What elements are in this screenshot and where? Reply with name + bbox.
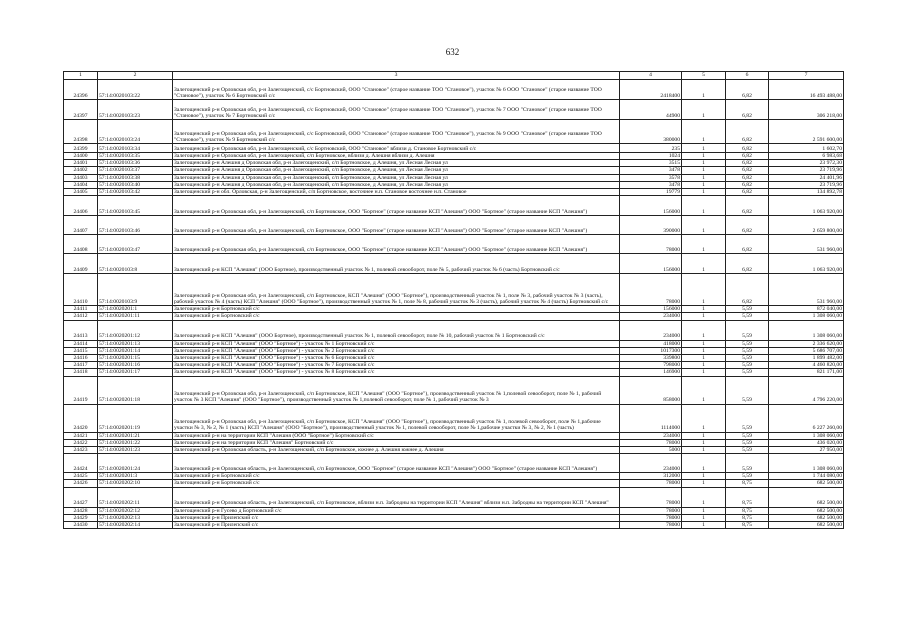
quantity-value: 1 [682,340,726,347]
table-row [64,514,844,521]
row-number: 24418 [64,369,98,376]
area-value: 234000 [620,313,682,320]
table-row [64,362,844,369]
cost-value: 23 719,96 [769,167,844,174]
quantity-value: 1 [682,355,726,362]
rate-value: 6,82 [726,189,769,196]
rate-value: 5,59 [726,376,769,404]
location-description: Залегощенский р-н КСП "Алешня" (ООО Бортное), производственный участок № 1, полевой севооборот, поле № 10, рабочий участок № 1 Бортновский с/с [173,320,620,340]
area-value: 1017300 [620,347,682,354]
row-number: 24415 [64,347,98,354]
quantity-value: 1 [682,454,726,473]
cadastral-number: 57:14:0020201:21 [98,432,173,439]
row-number: 24400 [64,153,98,160]
rate-value: 8,75 [726,514,769,521]
table-row [64,404,844,432]
quantity-value: 1 [682,376,726,404]
rate-value: 8,75 [726,507,769,514]
row-number: 24407 [64,216,98,235]
row-number: 24417 [64,362,98,369]
quantity-value: 1 [682,144,726,153]
cadastral-number: 57:14:0020201:11 [98,313,173,320]
quantity-value: 1 [682,507,726,514]
cost-value: 1 308 060,00 [769,320,844,340]
cost-value: 16 493 488,00 [769,80,844,100]
header-col-5: 5 [682,72,726,80]
location-description: Залегощенский р-н Алешня д Орловская обл, р-н Залегощенский, с/п Бортновское, д Алешня, ул Лесная Лесная ул [173,167,620,174]
rate-value: 6,82 [726,80,769,100]
quantity-value: 1 [682,522,726,529]
table-row [64,439,844,446]
location-description: Залегощенский р-н Алешня д Орловская обл, р-н Залегощенский, с/п Бортновское, д Алешня, ул Лесная Лесная ул [173,174,620,181]
location-description: Залегощенский р-н Орловская область, р-н Залегощенский, с/п Бортновское, южнее д. Алешня южнее д. Алешня [173,447,620,454]
cadastral-number: 57:14:0020201:16 [98,362,173,369]
land-parcel-table [63,71,844,529]
location-description: Залегощенский р-н Прилепский с/с [173,522,620,529]
page-number: 632 [445,47,460,57]
cadastral-number: 57:14:0020201:12 [98,320,173,340]
location-description: Залегощенский р-н КСП "Алешня" (ООО "Бортное") - участок № 8 Бортновский с/с [173,369,620,376]
location-description: Залегощенский р-н Орловская обл, р-н Залегощенский, с/п Бортновское, ООО "Бортное" (старое название КСП "Алешня") ООО "Бортное" (старое название КСП "Алешня") [173,196,620,216]
table-row [64,216,844,235]
area-value: 235 [620,144,682,153]
cost-value: 1 063 920,00 [769,254,844,274]
cadastral-number: 57:14:0020103:45 [98,196,173,216]
cost-value: 682 500,00 [769,487,844,507]
cost-value: 682 500,00 [769,507,844,514]
table-row [64,167,844,174]
location-description: Залегощенский р-н КСП "Алешня" (ООО "Бортное") - участок № 1 Бортновский с/с [173,340,620,347]
table-row [64,100,844,120]
table-row [64,120,844,144]
rate-value: 6,82 [726,274,769,306]
rate-value: 6,82 [726,181,769,188]
cadastral-number: 57:14:0020201:24 [98,454,173,473]
quantity-value: 1 [682,404,726,432]
cost-value: 531 960,00 [769,235,844,254]
quantity-value: 1 [682,216,726,235]
row-number: 24397 [64,100,98,120]
cadastral-number: 57:14:0020103:38 [98,174,173,181]
location-description: Залегощенский р-н Орловская обл, р-н Залегощенский, с/с Бортновский, ООО "Становое" (старое название ТОО "Становое"), участок № 6 ООО "Становое" (старое название ТОО "Становое"), участок № 6 Бортновский с/с [173,80,620,100]
cadastral-number: 57:14:0020201:14 [98,347,173,354]
area-value: 390000 [620,216,682,235]
table-header-row [64,72,844,80]
row-number: 24414 [64,340,98,347]
row-number: 24425 [64,473,98,480]
row-number: 24427 [64,487,98,507]
row-number: 24406 [64,196,98,216]
rate-value: 5,59 [726,454,769,473]
location-description: Залегощенский р-н на территории КСП "Алешня (ООО "Бортное") Бортновский с/с [173,432,620,439]
location-description: Залегощенский р-н Орловская обл, р-н Залегощенский, с/с Бортновский, ООО "Становое" вблизи д. Становое Бортновский с/с [173,144,620,153]
row-number: 24412 [64,313,98,320]
location-description: Залегощенский р-н Прилепский с/с [173,514,620,521]
area-value: 19779 [620,189,682,196]
location-description: Залегощенский р-н Орловская обл, р-н Залегощенский, с/с Бортновский, ООО "Становое" (старое название ТОО "Становое"), участок № 7 ООО "Становое" (старое название ТОО "Становое"), участок № 7 Бортновский с/с [173,100,620,120]
row-number: 24398 [64,120,98,144]
quantity-value: 1 [682,473,726,480]
location-description: Залегощенский р-н КСП "Алешня" (ООО "Бортное") - участок № 6 Бортновский с/с [173,355,620,362]
area-value: 312000 [620,473,682,480]
location-description: Залегощенский р-н Алешня д Орловская обл, р-н Залегощенский, с/п Бортновское, д Алешня, ул Лесная Лесная ул [173,181,620,188]
cadastral-number: 57:14:0020103:40 [98,181,173,188]
cadastral-number: 57:14:0020201:13 [98,340,173,347]
rate-value: 6,82 [726,216,769,235]
area-value: 3478 [620,181,682,188]
cost-value: 2 659 800,00 [769,216,844,235]
cost-value: 1 744 080,00 [769,473,844,480]
cadastral-number: 57:14:0020103:8 [98,254,173,274]
cadastral-number: 57:14:0020103:24 [98,120,173,144]
header-col-1: 1 [64,72,98,80]
cadastral-number: 57:14:0020103:42 [98,189,173,196]
rate-value: 5,59 [726,306,769,313]
rate-value: 5,59 [726,355,769,362]
table-row [64,144,844,153]
row-number: 24410 [64,274,98,306]
table-row [64,432,844,439]
rate-value: 5,59 [726,347,769,354]
row-number: 24416 [64,355,98,362]
cost-value: 24 401,96 [769,174,844,181]
cost-value: 4 460 820,00 [769,362,844,369]
row-number: 24399 [64,144,98,153]
table-row [64,320,844,340]
row-number: 24421 [64,432,98,439]
header-col-6: 6 [726,72,769,80]
area-value: 858000 [620,376,682,404]
table-row [64,196,844,216]
row-number: 24402 [64,167,98,174]
location-description: Залегощенский р-н Орловская обл, р-н Залегощенский, с/п Бортновское, КСП "Алешня" (ООО "Бортное"), производственный участок № 1, поле № 3, рабочий участок № 3 (часть), рабочий участок № 4 (часть) КСП "Алешня" (ООО "Бортное"), производственный участок № 1, поле № 8, рабочий участок № 3 (часть), рабочий участок № 4 (часть) Бортновский с/с [173,274,620,306]
quantity-value: 1 [682,480,726,487]
cost-value: 682 500,00 [769,480,844,487]
rate-value: 5,59 [726,439,769,446]
cost-value: 682 500,00 [769,514,844,521]
cost-value: 531 960,00 [769,274,844,306]
area-value: 5000 [620,447,682,454]
cost-value: 872 040,00 [769,306,844,313]
cadastral-number: 57:14:0020103:9 [98,274,173,306]
quantity-value: 1 [682,153,726,160]
cost-value: 6 227 260,00 [769,404,844,432]
area-value: 156000 [620,196,682,216]
quantity-value: 1 [682,80,726,100]
rate-value: 8,75 [726,522,769,529]
table-row [64,313,844,320]
table-row [64,369,844,376]
row-number: 24413 [64,320,98,340]
cadastral-number: 57:14:0020201:3 [98,473,173,480]
cost-value: 4 796 220,00 [769,376,844,404]
cost-value: 2 336 620,00 [769,340,844,347]
quantity-value: 1 [682,306,726,313]
cost-value: 23 972,30 [769,160,844,167]
cost-value: 682 500,00 [769,522,844,529]
rate-value: 5,59 [726,320,769,340]
table-row [64,306,844,313]
rate-value: 5,59 [726,362,769,369]
cadastral-number: 57:14:0020103:22 [98,80,173,100]
quantity-value: 1 [682,439,726,446]
rate-value: 6,82 [726,144,769,153]
rate-value: 6,82 [726,174,769,181]
row-number: 24422 [64,439,98,446]
area-value: 339800 [620,355,682,362]
area-value: 1114000 [620,404,682,432]
rate-value: 5,59 [726,473,769,480]
cost-value: 134 892,78 [769,189,844,196]
header-col-2: 2 [98,72,173,80]
row-number: 24430 [64,522,98,529]
area-value: 2418400 [620,80,682,100]
rate-value: 6,82 [726,196,769,216]
quantity-value: 1 [682,487,726,507]
rate-value: 5,59 [726,432,769,439]
quantity-value: 1 [682,432,726,439]
cost-value: 2 591 600,00 [769,120,844,144]
quantity-value: 1 [682,181,726,188]
cost-value: 1 308 060,00 [769,432,844,439]
area-value: 3478 [620,167,682,174]
row-number: 24429 [64,514,98,521]
area-value: 78000 [620,439,682,446]
row-number: 24403 [64,174,98,181]
row-number: 24424 [64,454,98,473]
location-description: Залегощенский р-н КСП "Алешня" (ООО "Бортное") - участок № 7 Бортновский с/с [173,362,620,369]
row-number: 24404 [64,181,98,188]
cadastral-number: 57:14:0020202:14 [98,522,173,529]
area-value: 234000 [620,432,682,439]
area-value: 78000 [620,274,682,306]
header-col-7: 7 [769,72,844,80]
row-number: 24423 [64,447,98,454]
area-value: 418000 [620,340,682,347]
rate-value: 6,82 [726,254,769,274]
location-description: Залегощенский р-н Орловская обл, р-н Залегощенский, с/п Бортновское, вблизи д. Алешня вблизи д. Алешня [173,153,620,160]
rate-value: 5,59 [726,340,769,347]
cadastral-number: 57:14:0020103:46 [98,216,173,235]
cost-value: 27 950,00 [769,447,844,454]
cadastral-number: 57:14:0020202:12 [98,507,173,514]
table-row [64,473,844,480]
location-description: Залегощенский р-н Бортновский с/с [173,313,620,320]
row-number: 24409 [64,254,98,274]
table-row [64,507,844,514]
cost-value: 5 686 707,00 [769,347,844,354]
table-row [64,254,844,274]
cost-value: 1 602,70 [769,144,844,153]
table-row [64,80,844,100]
location-description: Залегощенский р-н КСП "Алешня" (ООО "Бортное") - участок № 2 Бортновский с/с [173,347,620,354]
row-number: 24405 [64,189,98,196]
cadastral-number: 57:14:0020201:15 [98,355,173,362]
table-row [64,274,844,306]
table-row [64,347,844,354]
cadastral-number: 57:14:0020202:10 [98,480,173,487]
quantity-value: 1 [682,120,726,144]
table-row [64,522,844,529]
location-description: Залегощенский р-н на территории КСП "Алешня" Бортновский с/с [173,439,620,446]
quantity-value: 1 [682,100,726,120]
quantity-value: 1 [682,320,726,340]
quantity-value: 1 [682,313,726,320]
table-row [64,355,844,362]
cadastral-number: 57:14:0020103:34 [98,144,173,153]
cadastral-number: 57:14:0020201:18 [98,376,173,404]
rate-value: 6,82 [726,160,769,167]
area-value: 146900 [620,369,682,376]
quantity-value: 1 [682,254,726,274]
row-number: 24420 [64,404,98,432]
area-value: 3515 [620,160,682,167]
row-number: 24426 [64,480,98,487]
location-description: Залегощенский р-н обл. Орловская, р-н Залегощенский, с/п Бортновское, восточнее н.п. Становое восточнее н.п. Становое [173,189,620,196]
quantity-value: 1 [682,167,726,174]
rate-value: 8,75 [726,480,769,487]
cadastral-number: 57:14:0020201:22 [98,439,173,446]
table-row [64,189,844,196]
row-number: 24396 [64,80,98,100]
table-row [64,160,844,167]
area-value: 78000 [620,507,682,514]
cost-value: 6 983,68 [769,153,844,160]
rate-value: 6,82 [726,120,769,144]
location-description: Залегощенский р-н Бортновский с/с [173,306,620,313]
area-value: 234000 [620,454,682,473]
quantity-value: 1 [682,189,726,196]
quantity-value: 1 [682,174,726,181]
rate-value: 6,82 [726,153,769,160]
table-row [64,487,844,507]
location-description: Залегощенский р-н КСП "Алешня" (ООО Бортное), производственный участок № 1, полевой севооборот, поле № 5, рабочий участок № 6 (часть) Бортновский с/с [173,254,620,274]
cadastral-number: 57:14:0020103:36 [98,160,173,167]
row-number: 24408 [64,235,98,254]
rate-value: 6,82 [726,100,769,120]
quantity-value: 1 [682,160,726,167]
location-description: Залегощенский р-н Бортновский с/с [173,473,620,480]
cadastral-number: 57:14:0020103:37 [98,167,173,174]
table-row [64,454,844,473]
area-value: 156000 [620,254,682,274]
cost-value: 436 020,00 [769,439,844,446]
location-description: Залегощенский р-н Орловская область, р-н Залегощенский, с/п Бортновское, вблизи н.п. Забродны на территории КСП "Алешня" вблизи н.п. Забродны на территории КСП "Алешня" [173,487,620,507]
location-description: Залегощенский р-н Орловская обл, р-н Залегощенский, с/п Бортновское, КСП "Алешня" (ООО "Бортное"), производственный участок № 1, полевой севооборот, поле № 1,рабочие участки № 3, № 2, № 1 (часть) КСП "Алешня" (ООО "Бортное"), производственный участок № 1, полевой севооборот, поле № 1,рабочие участки № 3, № 2, № 1 (часть) [173,404,620,432]
cost-value: 1 308 060,00 [769,313,844,320]
table-row [64,235,844,254]
cadastral-number: 57:14:0020201:17 [98,369,173,376]
area-value: 44900 [620,100,682,120]
location-description: Залегощенский р-н Алешня д Орловская обл, р-н Залегощенский, с/п Бортновское, д Алешня, ул Лесная Лесная ул [173,160,620,167]
quantity-value: 1 [682,196,726,216]
table-row [64,174,844,181]
rate-value: 5,59 [726,313,769,320]
quantity-value: 1 [682,369,726,376]
location-description: Залегощенский р-н Орловская область, р-н Залегощенский, с/п Бортновское, ООО "Бортное" (старое название КСП "Алешня") ООО "Бортное" (старое название КСП "Алешня") [173,454,620,473]
rate-value: 5,59 [726,404,769,432]
row-number: 24419 [64,376,98,404]
quantity-value: 1 [682,235,726,254]
area-value: 78000 [620,522,682,529]
area-value: 798000 [620,362,682,369]
cost-value: 1 899 482,00 [769,355,844,362]
area-value: 78000 [620,480,682,487]
quantity-value: 1 [682,447,726,454]
table-row [64,376,844,404]
table-row [64,153,844,160]
location-description: Залегощенский р-н Орловская обл, р-н Залегощенский, с/п Бортновское, КСП "Алешня" (ООО "Бортное"), производственный участок № 1,полевой севооборот, поле № 1, рабочий участок № 3 КСП "Алешня" (ООО "Бортное"), производственный участок № 1,полевой севооборот, поле № 1, рабочий участок № 3 [173,376,620,404]
rate-value: 8,75 [726,487,769,507]
header-col-3: 3 [173,72,620,80]
cadastral-number: 57:14:0020103:47 [98,235,173,254]
table-row [64,181,844,188]
cadastral-number: 57:14:0020103:23 [98,100,173,120]
area-value: 78000 [620,487,682,507]
cost-value: 821 171,00 [769,369,844,376]
cost-value: 23 719,96 [769,181,844,188]
area-value: 78000 [620,514,682,521]
header-col-4: 4 [620,72,682,80]
row-number: 24401 [64,160,98,167]
cadastral-number: 57:14:0020202:13 [98,514,173,521]
area-value: 380000 [620,120,682,144]
table-row [64,480,844,487]
rate-value: 5,59 [726,447,769,454]
rate-value: 6,82 [726,235,769,254]
cadastral-number: 57:14:0020103:35 [98,153,173,160]
rate-value: 6,82 [726,167,769,174]
row-number: 24411 [64,306,98,313]
cost-value: 1 308 060,00 [769,454,844,473]
area-value: 234000 [620,320,682,340]
rate-value: 5,59 [726,369,769,376]
location-description: Залегощенский р-н Гусево д Бортновский с/с [173,507,620,514]
quantity-value: 1 [682,274,726,306]
table-row [64,340,844,347]
location-description: Залегощенский р-н Бортновский с/с [173,480,620,487]
table-row [64,447,844,454]
location-description: Залегощенский р-н Орловская обл, р-н Залегощенский, с/п Бортновское, ООО "Бортное" (старое название КСП "Алешня") ООО "Бортное" (старое название КСП "Алешня") [173,216,620,235]
cadastral-number: 57:14:0020201:23 [98,447,173,454]
quantity-value: 1 [682,362,726,369]
area-value: 156000 [620,306,682,313]
area-value: 3578 [620,174,682,181]
quantity-value: 1 [682,347,726,354]
cost-value: 1 063 920,00 [769,196,844,216]
quantity-value: 1 [682,514,726,521]
location-description: Залегощенский р-н Орловская обл, р-н Залегощенский, с/п Бортновское, ООО "Бортное" (старое название КСП "Алешня") ООО "Бортное" (старое название КСП "Алешня") [173,235,620,254]
cadastral-number: 57:14:0020201:19 [98,404,173,432]
row-number: 24428 [64,507,98,514]
cadastral-number: 57:14:0020201:1 [98,306,173,313]
area-value: 78000 [620,235,682,254]
location-description: Залегощенский р-н Орловская обл, р-н Залегощенский, с/с Бортновский, ООО "Становое" (старое название ТОО "Становое"), участок № 9 ООО "Становое" (старое название ТОО "Становое"), участок № 9 Бортновский с/с [173,120,620,144]
cadastral-number: 57:14:0020202:11 [98,487,173,507]
cost-value: 306 218,00 [769,100,844,120]
area-value: 1024 [620,153,682,160]
